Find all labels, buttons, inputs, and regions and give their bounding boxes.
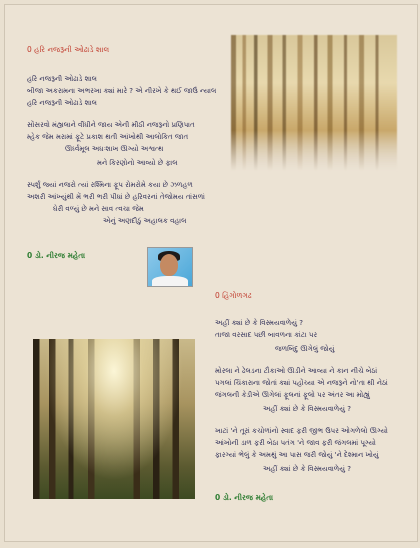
forest-image-top	[231, 35, 397, 171]
poem1-line: સ્પર્શું જ્યાં નજરો ત્યાં રશ્મિના ફૂપ રોમરોમે કયા છે ઝળહળ	[27, 181, 193, 189]
poem1-title: 0 હરિ નજરૂની ઓઢાડે શાલ	[27, 45, 110, 54]
forest-image-bottom	[33, 339, 195, 499]
poem2-line: અહીં ક્યાં છે કે વિસ્મયવાળેયું ?	[263, 465, 351, 473]
poem2-line: જળબિંદુ ઊગેલું જોયું	[275, 345, 335, 353]
author-photo	[147, 247, 193, 287]
poem1-line: ઘેરી વળ્યું છે મને સાવ ત્વચા જેમ	[53, 205, 144, 213]
poem2-line: તાજા વરસાદ પછી બાવળના કાંટા પર	[215, 331, 318, 339]
poem2-line: આંખોની ડાળ ફરી બેઠા પતંગ 'ને જાવ ફરી જંગલમાં પૂગ્યો	[215, 439, 376, 447]
poem1-line: હરિ નજરૂની ઓઢાડે શાલ	[27, 99, 97, 107]
poem2-line: મોરલા ને ઢેલડના ટૌકાઓ ઊડીને આવ્યા ને કાન નીચે બેઠાં	[215, 367, 378, 375]
poem1-line: મને કિરણોનો આવ્યો છે ફાલ	[97, 159, 178, 167]
author-shirt	[152, 276, 188, 287]
author-face	[160, 254, 178, 276]
poem1-line: બીજા અકરામના અભરખા ક્યાં મારે ? એ નીરખે કે થઈ જાઉં ન્યાલ	[27, 87, 217, 95]
poem1-line: મ્હેક જેમ મરામાં ફૂટે પ્રકાશ થતી આંખોથી આલોકિત જાત	[27, 133, 189, 141]
poem1-line: અશરી આંખ્યુંથી મેં ભરી ભરી પીધાં છે હરિવરનાં તેજોમય તાંસળાં	[27, 193, 205, 201]
poem1-line: એનું અણદીઠું અહાલક વહાલ	[103, 217, 187, 225]
poem2-line: ખાટાં 'ને તૂરાં કચોળાંનો સ્વાદ ફરી જીભ ઉપર ઓગળેલો ઊગ્યો	[215, 427, 388, 435]
poetry-page	[4, 4, 418, 542]
poem2-line: અહીં ક્યાં છે કે વિસ્મયવાળેયું ?	[263, 405, 351, 413]
poem2-line: પગલાં ચિંકારાના જોતાં ક્યાં પહોંચ્યા એ નજરૂને નો'તા થી નેઠાં	[215, 379, 388, 387]
poem2-line: અહીં ક્યાં છે કે વિસ્મયવાળેયું ?	[215, 319, 303, 327]
poem1-line: સોંસરવો મંહ્યલાને વીંધીને જાય એની મીઠી નજરૂનો પ્રણિપાત	[27, 121, 195, 129]
poem1-line: ઊર્ધ્વમૂલ અધઃશાખ ઊગ્યો અશ્વત્થ	[65, 145, 164, 153]
poem2-line: જંગલની કેડીએ ઊગેલાં ફૂલનાં ફૂલો પર અંતર આ મોહ્યું	[215, 391, 370, 399]
poem1-line: હરિ નજરૂની ઓઢાડે શાલ	[27, 75, 97, 83]
poem2-title: 0 હિંગોળગઢ	[215, 291, 252, 300]
poem2-line: ફારગ્યાં ભેલું કે અમથું આ પાસ જરી જોયું 'ને દેશ્માન ખોયું	[215, 451, 379, 459]
poem2-author: 0 ડો. નીરજ મહેતા	[215, 493, 274, 502]
poem1-author: 0 ડો. નીરજ મહેતા	[27, 251, 86, 260]
